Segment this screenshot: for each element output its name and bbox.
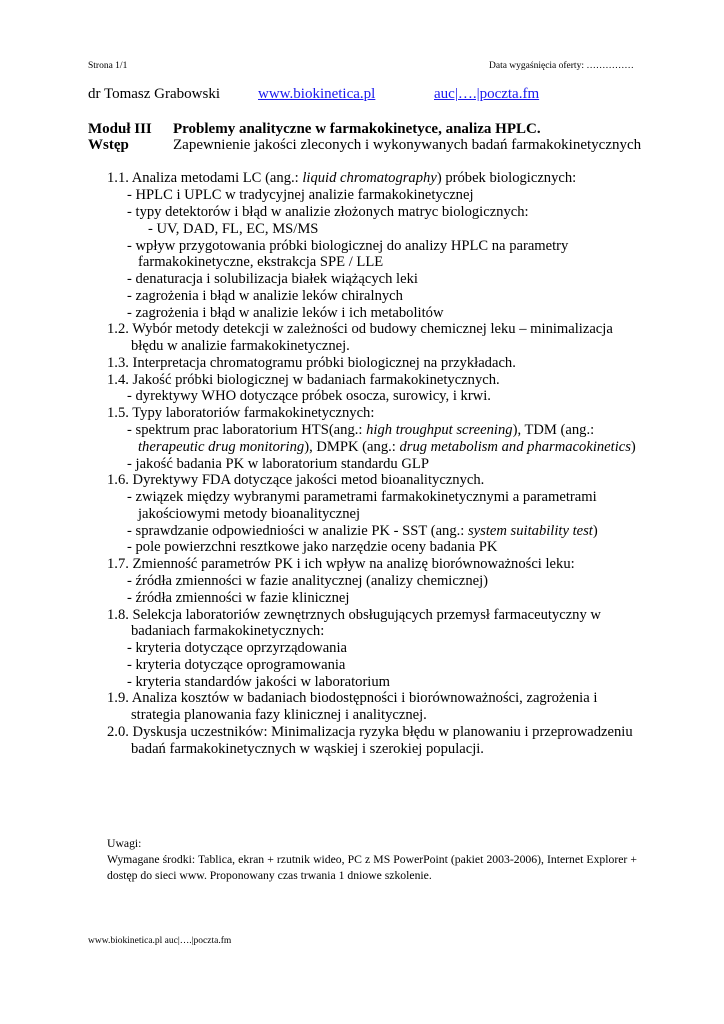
line-text: ), DMPK (ang.: xyxy=(304,439,400,455)
line-text: - sprawdzanie odpowiedniości w analizie PK - SST (ang.: xyxy=(127,523,468,539)
line-text: - źródła zmienności w fazie klinicznej xyxy=(127,590,350,606)
line-text: 1.9. Analiza kosztów w badaniach biodostępności i biorównoważności, zagrożenia i xyxy=(107,690,598,706)
line-text: 1.7. Zmienność parametrów PK i ich wpływ na analizę biorównoważności leku: xyxy=(107,556,575,572)
offer-expiry-date: Data wygaśnięcia oferty: …………… xyxy=(489,61,634,71)
syllabus-line xyxy=(138,506,360,523)
module-label: Moduł III xyxy=(88,121,152,137)
website-link[interactable]: www.biokinetica.pl xyxy=(258,86,376,102)
email-link[interactable]: auc|….|poczta.fm xyxy=(434,86,540,102)
line-text: - typy detektorów i błąd w analizie złożonych matryc biologicznych: xyxy=(127,204,529,220)
line-text: 1.2. Wybór metody detekcji w zależności od budowy chemicznej leku – minimalizacja xyxy=(107,321,613,337)
syllabus-line xyxy=(107,372,500,389)
line-text: 1.5. Typy laboratoriów farmakokinetycznych: xyxy=(107,405,375,421)
syllabus-line xyxy=(107,556,575,573)
line-text: - HPLC i UPLC w tradycyjnej analizie farmakokinetycznej xyxy=(127,187,474,203)
italic-term: therapeutic drug monitoring xyxy=(138,439,305,455)
line-text: - kryteria dotyczące oprogramowania xyxy=(127,657,346,673)
syllabus-line xyxy=(127,523,598,540)
line-text: jakościowymi metody bioanalitycznej xyxy=(138,506,361,522)
line-text: - kryteria dotyczące oprzyrządowania xyxy=(127,640,347,656)
notes-text: Wymagane środki: Tablica, ekran + rzutnik wideo, PC z MS PowerPoint (pakiet 2003-2006), Internet Explorer + dostęp do sieci www. Proponowany czas trwania 1 dniowe szkolenie. xyxy=(107,853,637,882)
syllabus-line xyxy=(127,187,474,204)
intro-label: Wstęp xyxy=(88,137,129,153)
line-text: - kryteria standardów jakości w laboratorium xyxy=(127,674,391,690)
syllabus-line xyxy=(107,607,601,624)
line-text: badaniach farmakokinetycznych: xyxy=(131,623,325,639)
italic-term: liquid chromatography xyxy=(302,170,437,186)
line-text: - wpływ przygotowania próbki biologicznej do analizy HPLC na parametry xyxy=(127,238,569,254)
line-text: ) xyxy=(630,439,636,455)
italic-term: high troughput screening xyxy=(366,422,513,438)
line-text: - zagrożenia i błąd w analizie leków i ich metabolitów xyxy=(127,305,444,321)
line-text: - denaturacja i solubilizacja białek wiążących leki xyxy=(127,271,418,287)
syllabus-line xyxy=(127,657,345,674)
line-text: strategia planowania fazy klinicznej i analitycznej. xyxy=(131,707,427,723)
syllabus-line xyxy=(127,388,491,405)
syllabus-line xyxy=(127,456,429,473)
italic-term: system suitability test xyxy=(468,523,593,539)
line-text: 1.4. Jakość próbki biologicznej w badaniach farmakokinetycznych. xyxy=(107,372,500,388)
syllabus-line xyxy=(127,288,403,305)
line-text: - UV, DAD, FL, EC, MS/MS xyxy=(148,221,319,237)
syllabus-line xyxy=(148,221,318,238)
page-number: Strona 1/1 xyxy=(88,61,128,71)
intro-text: Zapewnienie jakości zleconych i wykonywanych badań farmakokinetycznych xyxy=(173,137,642,153)
italic-term: drug metabolism and pharmacokinetics xyxy=(399,439,631,455)
author-name: dr Tomasz Grabowski xyxy=(88,86,220,102)
module-title: Problemy analityczne w farmakokinetyce, analiza HPLC. xyxy=(173,121,541,137)
line-text: 1.6. Dyrektywy FDA dotyczące jakości metod bioanalitycznych. xyxy=(107,472,485,488)
line-text: ) próbek biologicznych: xyxy=(436,170,577,186)
line-text: błędu w analizie farmakokinetycznej. xyxy=(131,338,350,354)
syllabus-line xyxy=(127,271,418,288)
syllabus-line xyxy=(127,489,597,506)
syllabus-line xyxy=(107,405,374,422)
notes-section xyxy=(107,836,637,884)
line-text: 2.0. Dyskusja uczestników: Minimalizacja ryzyka błędu w planowaniu i przeprowadzeniu xyxy=(107,724,633,740)
notes-label: Uwagi: xyxy=(107,837,142,850)
line-text: ) xyxy=(592,523,598,539)
syllabus-line xyxy=(127,573,488,590)
line-text: farmakokinetyczne, ekstrakcja SPE / LLE xyxy=(138,254,384,270)
line-text: - związek między wybranymi parametrami farmakokinetycznymi a parametrami xyxy=(127,489,597,505)
syllabus-line xyxy=(138,254,383,271)
line-text: badań farmakokinetycznych w wąskiej i szerokiej populacji. xyxy=(131,741,484,757)
syllabus-line xyxy=(127,305,443,322)
line-text: - zagrożenia i błąd w analizie leków chiralnych xyxy=(127,288,403,304)
syllabus-line xyxy=(127,590,349,607)
line-text: - źródła zmienności w fazie analitycznej (analizy chemicznej) xyxy=(127,573,489,589)
syllabus-line xyxy=(131,707,427,724)
syllabus-line xyxy=(131,741,484,758)
syllabus-line xyxy=(107,321,613,338)
syllabus-line xyxy=(107,472,484,489)
footer-contact: www.biokinetica.pl auc|….|poczta.fm xyxy=(88,936,232,946)
line-text: - dyrektywy WHO dotyczące próbek osocza, surowicy, i krwi. xyxy=(127,388,491,404)
line-text: - spektrum prac laboratorium HTS(ang.: xyxy=(127,422,367,438)
line-text: 1.8. Selekcja laboratoriów zewnętrznych obsługujących przemysł farmaceutyczny w xyxy=(107,607,601,623)
syllabus-line xyxy=(127,238,568,255)
syllabus-line xyxy=(127,640,347,657)
syllabus-line xyxy=(131,338,350,355)
syllabus-line xyxy=(107,355,516,372)
syllabus-line xyxy=(107,170,576,187)
syllabus-line xyxy=(127,422,594,439)
syllabus-line xyxy=(127,539,497,556)
syllabus-line xyxy=(127,204,529,221)
syllabus-line xyxy=(131,623,324,640)
syllabus-line xyxy=(127,674,390,691)
line-text: - pole powierzchni resztkowe jako narzędzie oceny badania PK xyxy=(127,539,498,555)
syllabus-line xyxy=(107,724,633,741)
syllabus-line xyxy=(138,439,636,456)
line-text: 1.1. Analiza metodami LC (ang.: xyxy=(107,170,303,186)
syllabus-line xyxy=(107,690,597,707)
line-text: 1.3. Interpretacja chromatogramu próbki biologicznej na przykładach. xyxy=(107,355,516,371)
line-text: - jakość badania PK w laboratorium standardu GLP xyxy=(127,456,429,472)
line-text: ), TDM (ang.: xyxy=(512,422,595,438)
